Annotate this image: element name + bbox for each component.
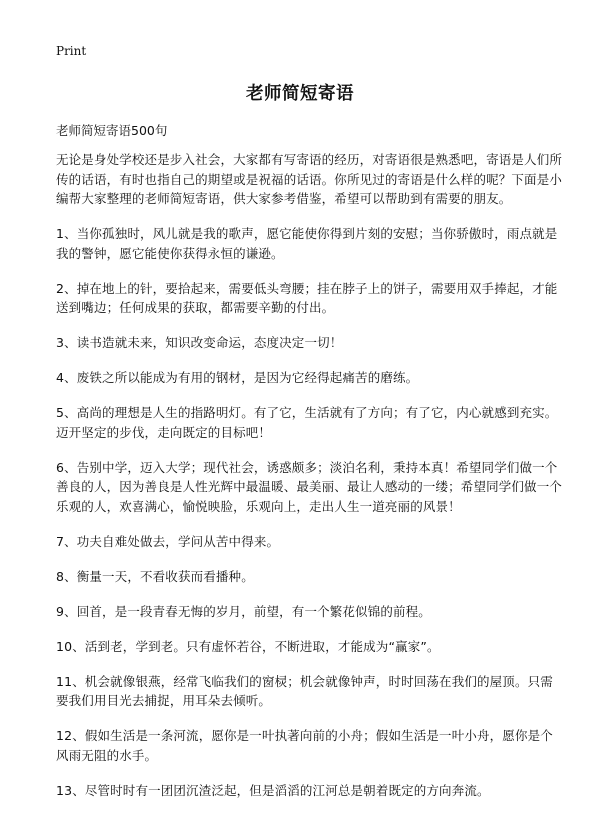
list-item: 6、告别中学，迈入大学；现代社会，诱惑颇多；淡泊名利，秉持本真！希望同学们做一个善良的人，因为善良是人性光辉中最温暖、最美丽、最让人感动的一缕；希望同学们做一个乐观的人，欢喜满心，愉悦映脸，乐观向上，走出人生一道亮丽的风景！ (56, 459, 563, 514)
list-item: 11、机会就像银燕，经常飞临我们的窗棂；机会就像钟声，时时回荡在我们的屋顶。只需要我们用目光去捕捉，用耳朵去倾听。 (56, 673, 553, 708)
list-item: 2、掉在地上的针，要拾起来，需要低头弯腰；挂在脖子上的饼子，需要用双手捧起，才能送到嘴边；任何成果的获取，都需要辛勤的付出。 (56, 280, 558, 315)
list-item: 8、衡量一天，不看收获而看播种。 (56, 568, 254, 584)
list-item: 4、废铁之所以能成为有用的钢材，是因为它经得起痛苦的磨练。 (56, 370, 419, 385)
list-item: 3、读书造就未来，知识改变命运，态度决定一切！ (56, 335, 343, 350)
list-item: 5、高尚的理想是人生的指路明灯。有了它，生活就有了方向；有了它，内心就感到充实。迈开坚定的步伐，走向既定的目标吧！ (56, 405, 558, 440)
print-link[interactable]: Print (56, 44, 87, 58)
intro-paragraph: 无论是身处学校还是步入社会，大家都有写寄语的经历，对寄语很是熟悉吧，寄语是人们所传的话语，有时也指自己的期望或是祝福的话语。你所见过的寄语是什么样的呢？下面是小编帮大家整理的老师简短寄语，供大家参考借鉴，希望可以帮助到有需要的朋友。 (56, 152, 563, 206)
list-item: 10、活到老，学到老。只有虚怀若谷，不断进取，才能成为“赢家”。 (56, 638, 440, 654)
list-item: 13、尽管时时有一团团沉渣泛起，但是滔滔的江河总是朝着既定的方向奔流。 (56, 782, 490, 798)
list-item: 7、功夫自难处做去，学问从苦中得来。 (56, 533, 280, 549)
page-title: 老师简短寄语 (246, 84, 354, 104)
document-body (56, 150, 562, 816)
list-item: 9、回首，是一段青春无悔的岁月，前望，有一个繁花似锦的前程。 (56, 603, 431, 619)
list-item: 1、当你孤独时，风儿就是我的歌声，愿它能使你得到片刻的安慰；当你骄傲时，雨点就是我的警钟，愿它能使你获得永恒的谦逊。 (56, 226, 558, 261)
list-item: 12、假如生活是一条河流，愿你是一叶执著向前的小舟；假如生活是一叶小舟，愿你是个风雨无阻的水手。 (56, 728, 553, 763)
document-subtitle: 老师简短寄语500句 (56, 123, 168, 138)
